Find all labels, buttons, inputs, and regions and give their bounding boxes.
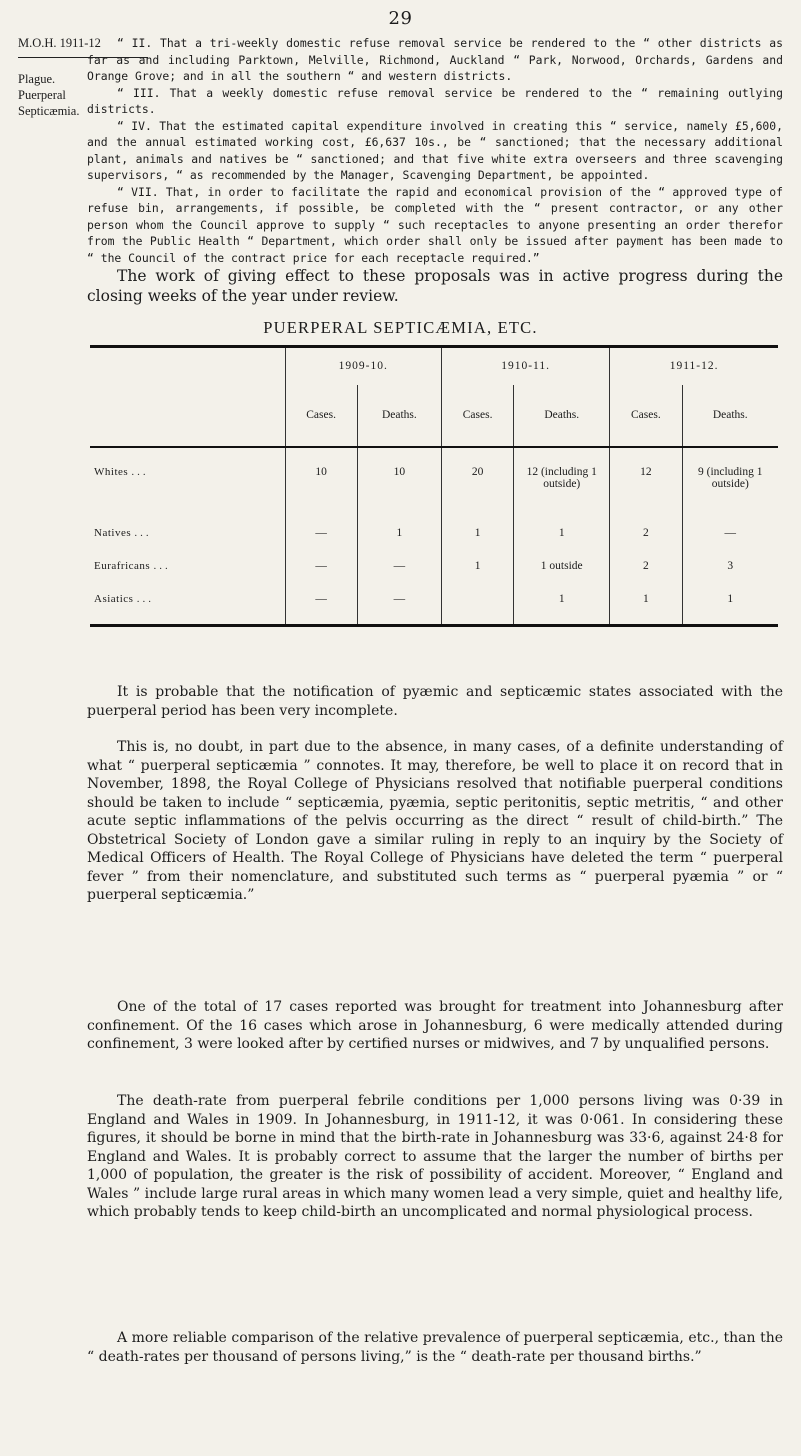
- paragraph-definition: [87, 738, 783, 905]
- table-cell: 2: [610, 560, 682, 593]
- table-row: [90, 560, 778, 593]
- progress-paragraph-block: [87, 266, 783, 306]
- paragraph-notification: [87, 683, 783, 720]
- blank-subheader: [90, 385, 285, 447]
- deaths-header: Deaths.: [514, 385, 610, 447]
- cases-header: Cases.: [441, 385, 513, 447]
- table-row: [90, 527, 778, 560]
- leader-dots: ...: [134, 526, 152, 539]
- septicaemia-table: [90, 345, 778, 627]
- resolution-vii: “ VII. That, in order to facilitate the rapid and economical provision of the “ approved type of refuse bin, arrangements, if possible, be completed with the “ present contractor, or any other person whom the Council approve to supply “ such receptacles to anyone presenting an order therefor from the Public Health “ Department, which order shall only be issued after payment has been made to “ the Council of the contract price for each receptacle required.”: [87, 184, 783, 265]
- table-cell: [441, 593, 513, 626]
- leader-dots: ...: [153, 559, 171, 572]
- paragraph-text: One of the total of 17 cases reported was brought for treatment into Johannesburg after confinement. Of the 16 cases which arose in Johannesburg, 6 were medically attended during confinement, 3 were looked after by certified nurses or midwives, and 7 by unqualified persons.: [87, 999, 783, 1052]
- table-cell: —: [357, 560, 441, 593]
- table-cell: 1: [357, 527, 441, 560]
- deaths-header: Deaths.: [357, 385, 441, 447]
- paragraph-text: It is probable that the notification of pyæmic and septicæmic states associated with the puerperal period has been very incomplete.: [87, 684, 783, 719]
- row-label: [90, 527, 285, 560]
- table-title: PUERPERAL SEPTICÆMIA, ETC.: [263, 318, 538, 337]
- paragraph-death-rate: [87, 1092, 783, 1222]
- table-row: [90, 447, 778, 527]
- table-cell: 1: [441, 560, 513, 593]
- row-label-text: Whites: [94, 465, 129, 478]
- subject-plague: Plague.: [18, 72, 56, 86]
- row-label-text: Natives: [94, 526, 132, 539]
- year-1910-11: 1910-11.: [441, 347, 609, 385]
- progress-paragraph: The work of giving effect to these proposals was in active progress during the closing weeks of the year under review.: [87, 267, 783, 305]
- table-row: [90, 593, 778, 626]
- report-label: M.O.H. 1911-12: [18, 36, 148, 58]
- row-label-text: Asiatics: [94, 592, 134, 605]
- table-cell: 3: [682, 560, 778, 593]
- paragraph-text: This is, no doubt, in part due to the absence, in many cases, of a definite understanding of what “ puerperal septicæmia ” connotes. It may, therefore, be well to place it on record that in November, 1898, the Royal College of Physicians resolved that notifiable puerperal conditions should be taken to include “ septicæmia, pyæmia, septic peritonitis, septic metritis, “ and other acute septic inflammations of the pelvis occurring as the direct “ result of child-birth.” The Obstetrical Society of London gave a similar ruling in reply to an inquiry by the Society of Medical Officers of Health. The Royal College of Physicians have deleted the term “ puerperal fever ” from their nomenclature, and substituted such terms as “ puerperal pyæmia ” or “ puerperal septicæmia.”: [87, 739, 783, 903]
- table-cell: 12 (including 1 outside): [514, 447, 610, 527]
- table-cell: —: [285, 527, 357, 560]
- council-resolutions: [87, 35, 783, 266]
- year-1909-10: 1909-10.: [285, 347, 441, 385]
- table-cell: 12: [610, 447, 682, 527]
- paragraph-text: The death-rate from puerperal febrile conditions per 1,000 persons living was 0·39 in England and Wales in 1909. In Johannesburg, in 1911-12, it was 0·061. In considering these figures, it should be borne in mind that the birth-rate in Johannesburg was 33·6, against 24·8 for England and Wales. It is probably correct to assume that the larger the number of births per 1,000 of population, the greater is the risk of possibility of accident. Moreover, “ England and Wales ” include large rural areas in which many women lead a very simple, quiet and healthy life, which probably tends to keep child-birth an uncomplicated and normal physiological process.: [87, 1093, 783, 1220]
- cases-header: Cases.: [610, 385, 682, 447]
- row-label: [90, 447, 285, 527]
- blank-header: [90, 347, 285, 385]
- table-cell: —: [285, 560, 357, 593]
- table-cell: 1 outside: [514, 560, 610, 593]
- table-cell: 2: [610, 527, 682, 560]
- table-cell: 10: [285, 447, 357, 527]
- leader-dots: ...: [136, 592, 154, 605]
- paragraph-text: A more reliable comparison of the relative prevalence of puerperal septicæmia, etc., than the “ death-rates per thousand of persons living,” is the “ death-rate per thousand births.”: [87, 1330, 783, 1365]
- table-cell: 20: [441, 447, 513, 527]
- page-number: 29: [388, 8, 413, 29]
- leader-dots: ...: [131, 465, 149, 478]
- table-cell: 1: [441, 527, 513, 560]
- table-cell: —: [285, 593, 357, 626]
- table-cell: 1: [514, 593, 610, 626]
- year-1911-12: 1911-12.: [610, 347, 778, 385]
- paragraph-cases: [87, 998, 783, 1054]
- table-cell: 1: [514, 527, 610, 560]
- resolution-ii: “ II. That a tri-weekly domestic refuse removal service be rendered to the “ other districts as far as and including Parktown, Melville, Richmond, Auckland “ Park, Norwood, Orchards, Gardens and Orange Grove; and in all the southern “ and western districts.: [87, 36, 783, 83]
- table-cell: 1: [610, 593, 682, 626]
- subject-septicaemia: Septicæmia.: [18, 104, 80, 118]
- row-label-text: Eurafricans: [94, 559, 151, 572]
- deaths-header: Deaths.: [682, 385, 778, 447]
- row-label: [90, 593, 285, 626]
- paragraph-comparison: [87, 1329, 783, 1366]
- table-cell: 9 (including 1 outside): [682, 447, 778, 527]
- cases-header: Cases.: [285, 385, 357, 447]
- table-cell: —: [357, 593, 441, 626]
- resolution-iv: “ IV. That the estimated capital expenditure involved in creating this “ service, namely £5,600, and the annual estimated working cost, £6,637 10s., be “ sanctioned; that the necessary additional plant, animals and natives be “ sanctioned; and that five white extra overseers and three scavenging supervisors, “ as recommended by the Manager, Scavenging Department, be appointed.: [87, 118, 783, 182]
- table-cell: 10: [357, 447, 441, 527]
- table-cell: —: [682, 527, 778, 560]
- resolution-iii: “ III. That a weekly domestic refuse removal service be rendered to the “ remaining outlying districts.: [87, 85, 783, 116]
- subject-puerperal: Puerperal: [18, 88, 66, 102]
- row-label: [90, 560, 285, 593]
- table-cell: 1: [682, 593, 778, 626]
